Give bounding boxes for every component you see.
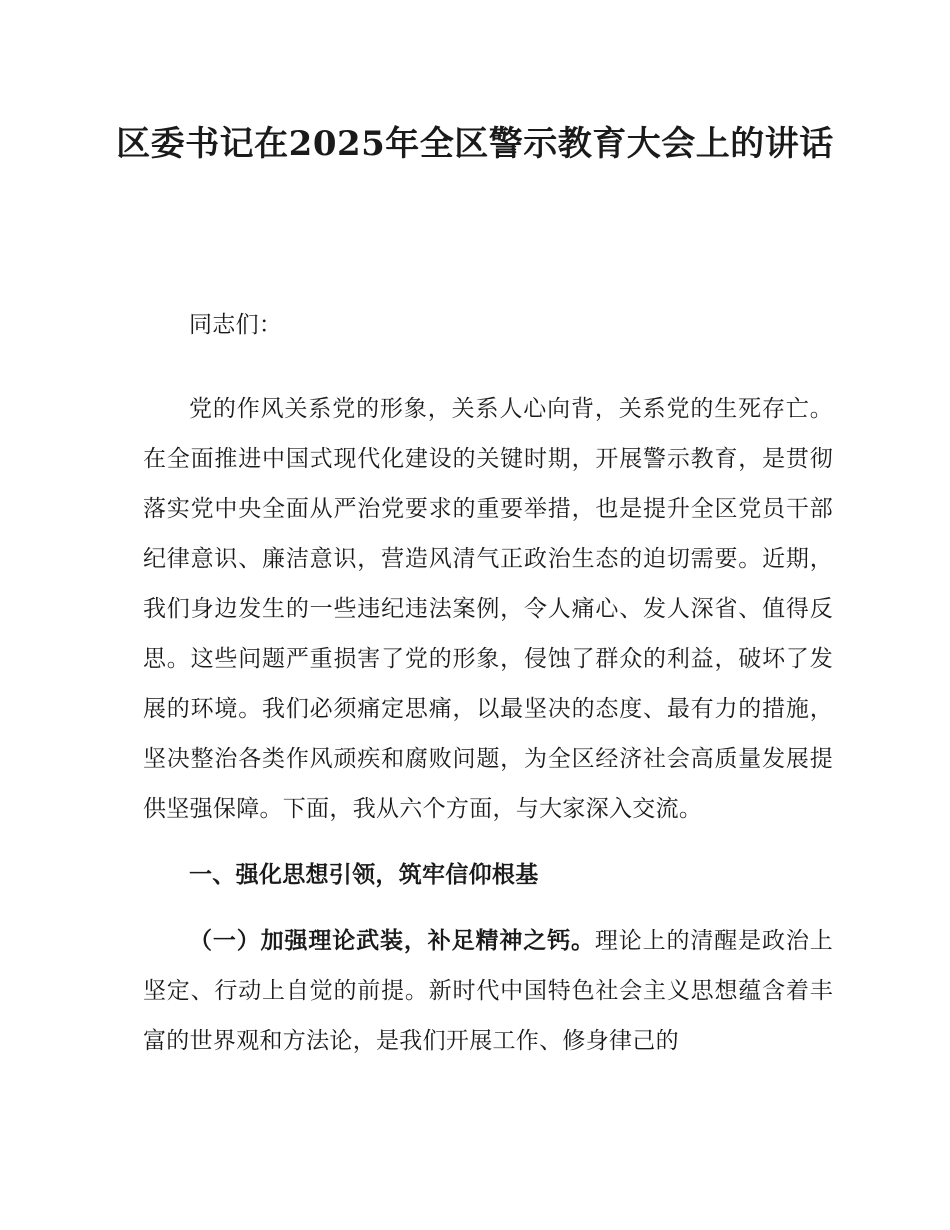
section-heading: 一、强化思想引领，筑牢信仰根基 [189,861,539,888]
subsection-paragraph [143,916,833,1066]
greeting: 同志们： [189,312,283,338]
subsection-heading: （一）加强理论武装，补足精神之钙。 [189,927,595,954]
document-body [143,300,833,1082]
subsection-text: 理论上的清醒是政治上坚定、行动上自觉的前提。新时代中国特色社会主义思想蕴含着丰富的世界观和方法论，是我们开展工作、修身律己的 [143,928,833,1054]
intro-paragraph: 党的作风关系党的形象，关系人心向背，关系党的生死存亡。在全面推进中国式现代化建设的关键时期，开展警示教育，是贯彻落实党中央全面从严治党要求的重要举措，也是提升全区党员干部纪律意识、廉洁意识，营造风清气正政治生态的迫切需要。近期，我们身边发生的一些违纪违法案例，令人痛心、发人深省、值得反思。这些问题严重损害了党的形象，侵蚀了群众的利益，破坏了发展的环境。我们必须痛定思痛，以最坚决的态度、最有力的措施，坚决整治各类作风顽疾和腐败问题，为全区经济社会高质量发展提供坚强保障。下面，我从六个方面，与大家深入交流。 [143,396,833,822]
document-title: 区委书记在2025年全区警示教育大会上的讲话 [116,124,834,164]
